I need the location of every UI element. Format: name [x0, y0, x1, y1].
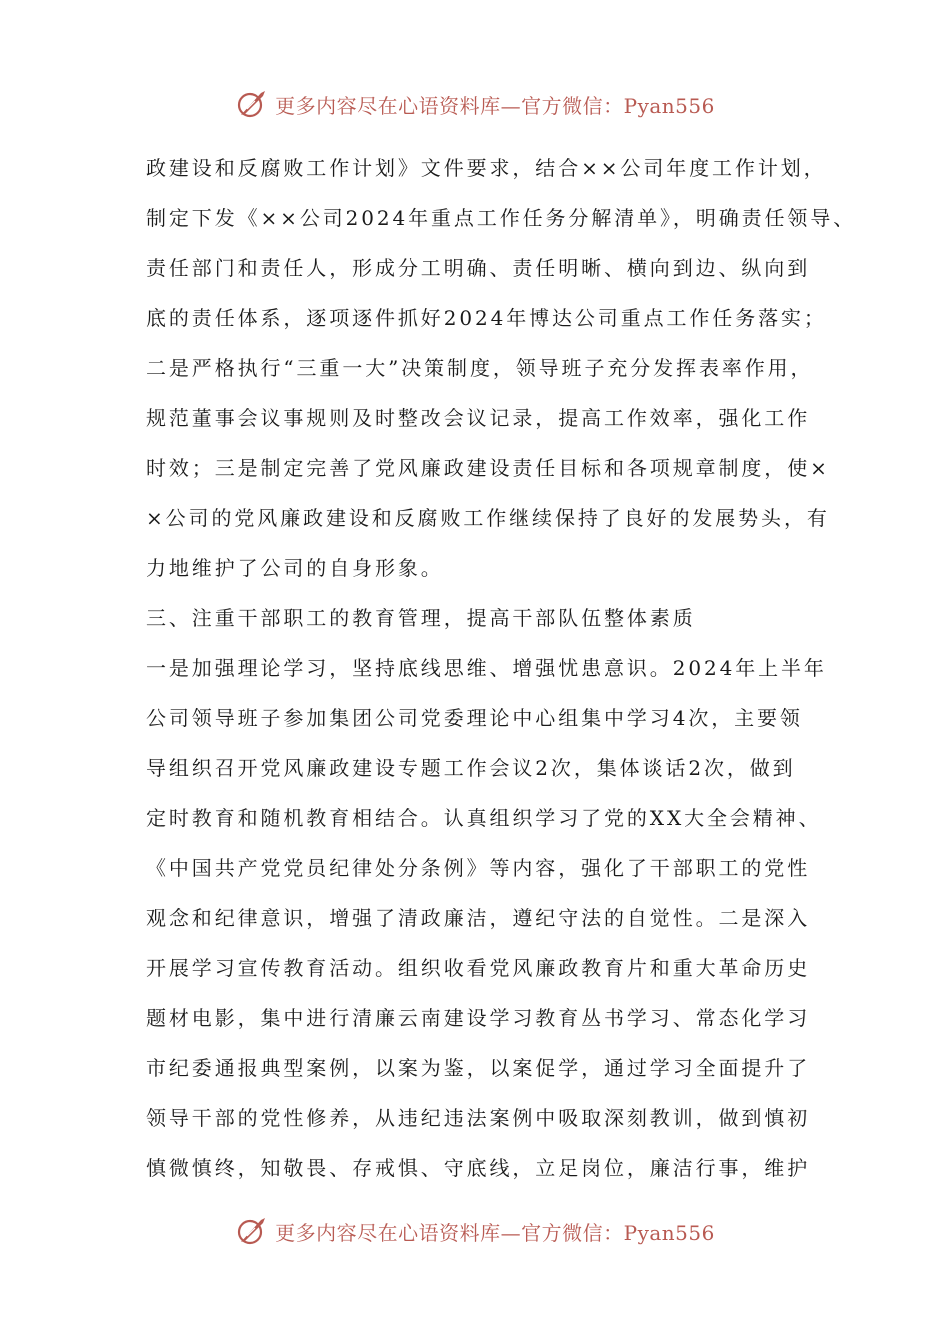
body-line: 制定下发《××公司2024年重点工作任务分解清单》，明确责任领导、 — [146, 206, 857, 230]
body-line: 力地维护了公司的自身形象。 — [146, 556, 444, 580]
body-line: 导组织召开党风廉政建设专题工作会议2次，集体谈话2次，做到 — [146, 756, 796, 780]
body-line: 公司领导班子参加集团公司党委理论中心组集中学习4次，主要领 — [146, 706, 803, 730]
body-line: 题材电影，集中进行清廉云南建设学习教育丛书学习、常态化学习 — [146, 1006, 811, 1030]
body-line: 慎微慎终，知敬畏、存戒惧、守底线，立足岗位，廉洁行事，维护 — [146, 1156, 811, 1180]
body-line: 底的责任体系，逐项逐件抓好2024年博达公司重点工作任务落实； — [146, 306, 827, 330]
body-line: 定时教育和随机教育相结合。认真组织学习了党的XX大全会精神、 — [146, 806, 822, 830]
body-line: 开展学习宣传教育活动。组织收看党风廉政教育片和重大革命历史 — [146, 956, 811, 980]
header-banner-text: 更多内容尽在心语资料库—官方微信：Pyan556 — [275, 93, 715, 118]
body-line: 政建设和反腐败工作计划》文件要求，结合××公司年度工作计划， — [146, 156, 827, 180]
body-line: 时效；三是制定完善了党风廉政建设责任目标和各项规章制度，使× — [146, 456, 830, 480]
body-line: 市纪委通报典型案例，以案为鉴，以案促学，通过学习全面提升了 — [146, 1056, 811, 1080]
body-line: ×公司的党风廉政建设和反腐败工作继续保持了良好的发展势头，有 — [146, 506, 830, 530]
footer-banner-text: 更多内容尽在心语资料库—官方微信：Pyan556 — [275, 1220, 715, 1245]
header-banner — [0, 84, 950, 124]
body-line: 一是加强理论学习，坚持底线思维、增强忧患意识。2024年上半年 — [146, 656, 827, 680]
body-line: 《中国共产党党员纪律处分条例》等内容，强化了干部职工的党性 — [146, 856, 811, 880]
body-line: 规范董事会议事规则及时整改会议记录，提高工作效率，强化工作 — [146, 406, 811, 430]
body-line: 三、注重干部职工的教育管理，提高干部队伍整体素质 — [146, 606, 696, 630]
document-body — [146, 149, 857, 1199]
quill-circle-logo-icon — [235, 87, 269, 121]
footer-banner — [0, 1211, 950, 1251]
quill-circle-logo-icon — [235, 1214, 269, 1248]
body-line: 二是严格执行“三重一大”决策制度，领导班子充分发挥表率作用， — [146, 356, 814, 380]
body-line: 领导干部的党性修养，从违纪违法案例中吸取深刻教训，做到慎初 — [146, 1106, 811, 1130]
body-line: 责任部门和责任人，形成分工明确、责任明晰、横向到边、纵向到 — [146, 256, 811, 280]
body-line: 观念和纪律意识，增强了清政廉洁，遵纪守法的自觉性。二是深入 — [146, 906, 811, 930]
